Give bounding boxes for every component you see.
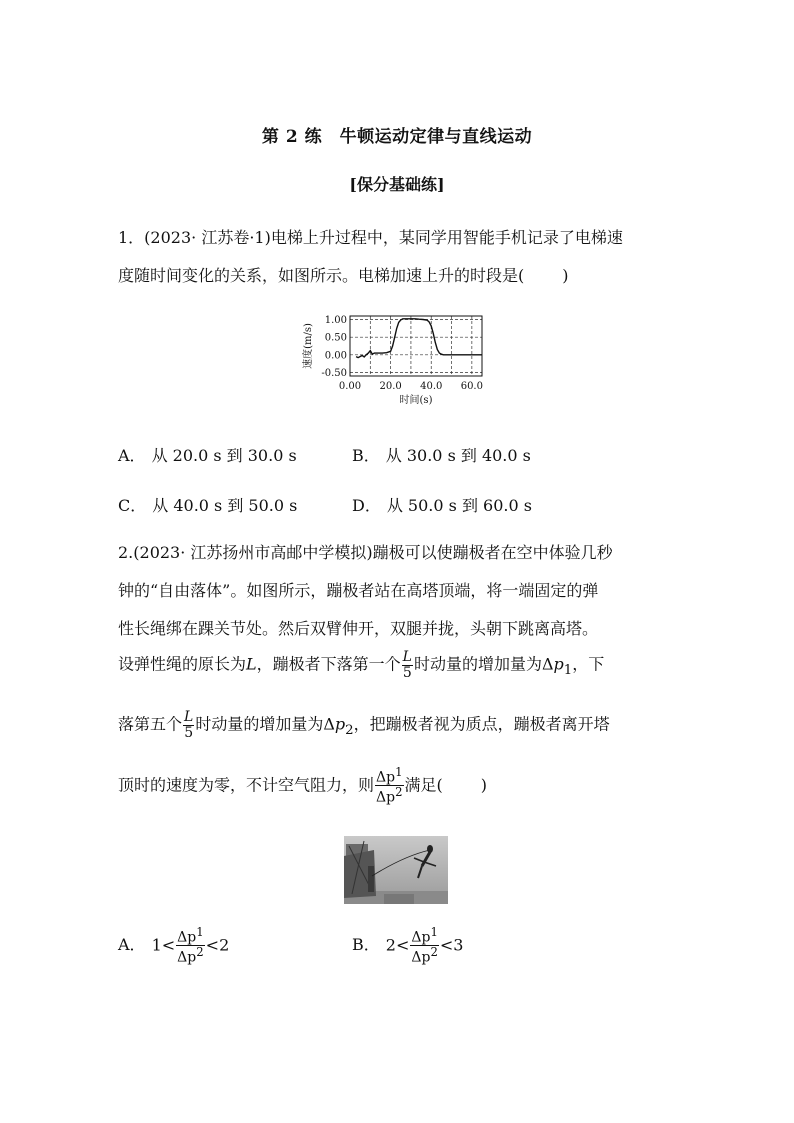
superscript-1: 1 (430, 925, 438, 939)
option-text: 从 20.0 s 到 30.0 s (151, 446, 297, 465)
fraction-denominator: 5 (184, 724, 194, 741)
y-tick-label: 1.00 (324, 315, 347, 327)
q1-line-2 (118, 263, 569, 286)
bungee-jump-photo (344, 836, 448, 904)
y-tick-label: 0.00 (324, 350, 347, 362)
superscript-1: 1 (196, 925, 204, 939)
option-text: 从 50.0 s 到 60.0 s (386, 496, 532, 515)
option-text: 从 40.0 s 到 50.0 s (152, 496, 298, 515)
q2-option-a[interactable] (118, 926, 229, 966)
delta-p-2: Δp (376, 790, 396, 806)
fraction-numerator: L (184, 709, 194, 725)
option-label: D． (352, 496, 381, 515)
fraction-numerator (176, 926, 205, 946)
q2-line-4-text-d: ，下 (572, 654, 605, 674)
momentum-symbol: p (553, 654, 564, 674)
option-text: 从 30.0 s 到 40.0 s (385, 446, 531, 465)
superscript-2: 2 (395, 785, 403, 800)
option-lower-bound: 1< (151, 935, 176, 955)
q1-option-d[interactable] (352, 493, 532, 516)
bungee-jump-image (344, 836, 448, 904)
q2-line-6 (118, 766, 487, 806)
q2-line-5-text-c: ，把蹦极者视为质点，蹦极者离开塔 (353, 714, 610, 734)
q2-line-4-text-a: 设弹性绳的原长为 (118, 654, 247, 674)
q2-line-2: 钟的“自由落体”。如图所示，蹦极者站在高塔顶端，将一端固定的弹 (118, 581, 599, 600)
option-label: C． (118, 496, 147, 515)
delta-p-2: Δp (177, 950, 197, 966)
q2-line-1: 2.(2023· 江苏扬州市高邮中学模拟)蹦极可以使蹦极者在空中体验几秒 (118, 543, 613, 562)
q2-line-4 (118, 650, 604, 680)
q1-option-a[interactable] (118, 443, 297, 466)
superscript-1: 1 (395, 765, 403, 779)
fraction-denominator (410, 946, 439, 965)
q2-line-5-text-a: 落第五个 (118, 714, 183, 734)
superscript-2: 2 (430, 945, 438, 960)
x-axis-label: 时间(s) (399, 395, 433, 406)
delta-p-2: Δp (411, 950, 431, 966)
q2-line-4-text-b: ，蹦极者下落第一个 (256, 654, 401, 674)
subscript-1: 1 (563, 662, 573, 678)
q2-line-4-text-c: 时动量的增加量为Δ (413, 654, 554, 674)
fraction-numerator (375, 766, 404, 786)
option-label: B． (352, 935, 380, 955)
y-tick-label: -0.50 (321, 367, 347, 379)
fraction-numerator (410, 926, 439, 946)
q2-line-5 (118, 710, 610, 740)
q2-line-6-text-b: 满足( (404, 775, 443, 795)
superscript-2: 2 (196, 945, 204, 960)
option-upper-bound: <2 (205, 935, 230, 955)
section-heading: [保分基础练] (349, 175, 445, 194)
momentum-ratio-fraction (410, 926, 439, 966)
x-tick-label: 0.00 (338, 381, 362, 392)
q2-line-5-text-b: 时动量的增加量为Δ (195, 714, 335, 734)
x-tick-label: 20.0 (379, 381, 402, 392)
momentum-ratio-fraction (176, 926, 205, 966)
fraction-denominator: 5 (402, 664, 412, 681)
q2-paren-close: ) (480, 775, 488, 795)
option-label: A． (118, 935, 146, 955)
rope-length-symbol: L (246, 654, 257, 674)
option-upper-bound: <3 (439, 935, 464, 955)
momentum-symbol: p (334, 714, 346, 734)
fraction-denominator (375, 786, 404, 805)
q1-option-c[interactable] (118, 493, 297, 516)
q2-option-b[interactable] (352, 926, 463, 966)
x-tick-labels (339, 381, 483, 392)
q2-line-3: 性长绳绑在踝关节处。然后双臂伸开，双腿并拢，头朝下跳离高塔。 (118, 619, 599, 638)
q1-paren-close: ) (562, 266, 569, 285)
chart-frame (350, 316, 482, 376)
q1-option-b[interactable] (352, 443, 531, 466)
q2-line-6-text-a: 顶时的速度为零，不计空气阻力，则 (118, 775, 375, 795)
y-tick-labels (321, 315, 347, 379)
delta-p-1: Δp (411, 929, 431, 946)
page-title: 第 2 练 牛顿运动定律与直线运动 (261, 127, 533, 147)
velocity-time-chart (300, 308, 490, 416)
q1-line-2-text: 度随时间变化的关系，如图所示。电梯加速上升的时段是( (118, 266, 525, 285)
x-tick-label: 40.0 (420, 381, 443, 392)
velocity-series-line (356, 319, 482, 358)
subscript-2: 2 (345, 722, 354, 738)
delta-p-1: Δp (376, 769, 396, 786)
q1-line-1: 1．(2023· 江苏卷·1)电梯上升过程中，某同学用智能手机记录了电梯速 (118, 228, 623, 247)
fraction-denominator (176, 946, 205, 965)
fraction-l-over-5 (183, 710, 194, 740)
chart-grid (350, 316, 482, 376)
option-label: B． (352, 446, 380, 465)
option-label: A． (118, 446, 146, 465)
x-tick-label: 60.0 (460, 381, 483, 392)
fraction-l-over-5 (402, 650, 413, 680)
option-lower-bound: 2< (385, 935, 410, 955)
momentum-ratio-fraction (375, 766, 404, 806)
delta-p-1: Δp (177, 929, 197, 946)
y-axis-label: 速度(m/s) (303, 323, 314, 369)
fraction-numerator: L (402, 649, 412, 665)
y-tick-label: 0.50 (324, 332, 347, 344)
